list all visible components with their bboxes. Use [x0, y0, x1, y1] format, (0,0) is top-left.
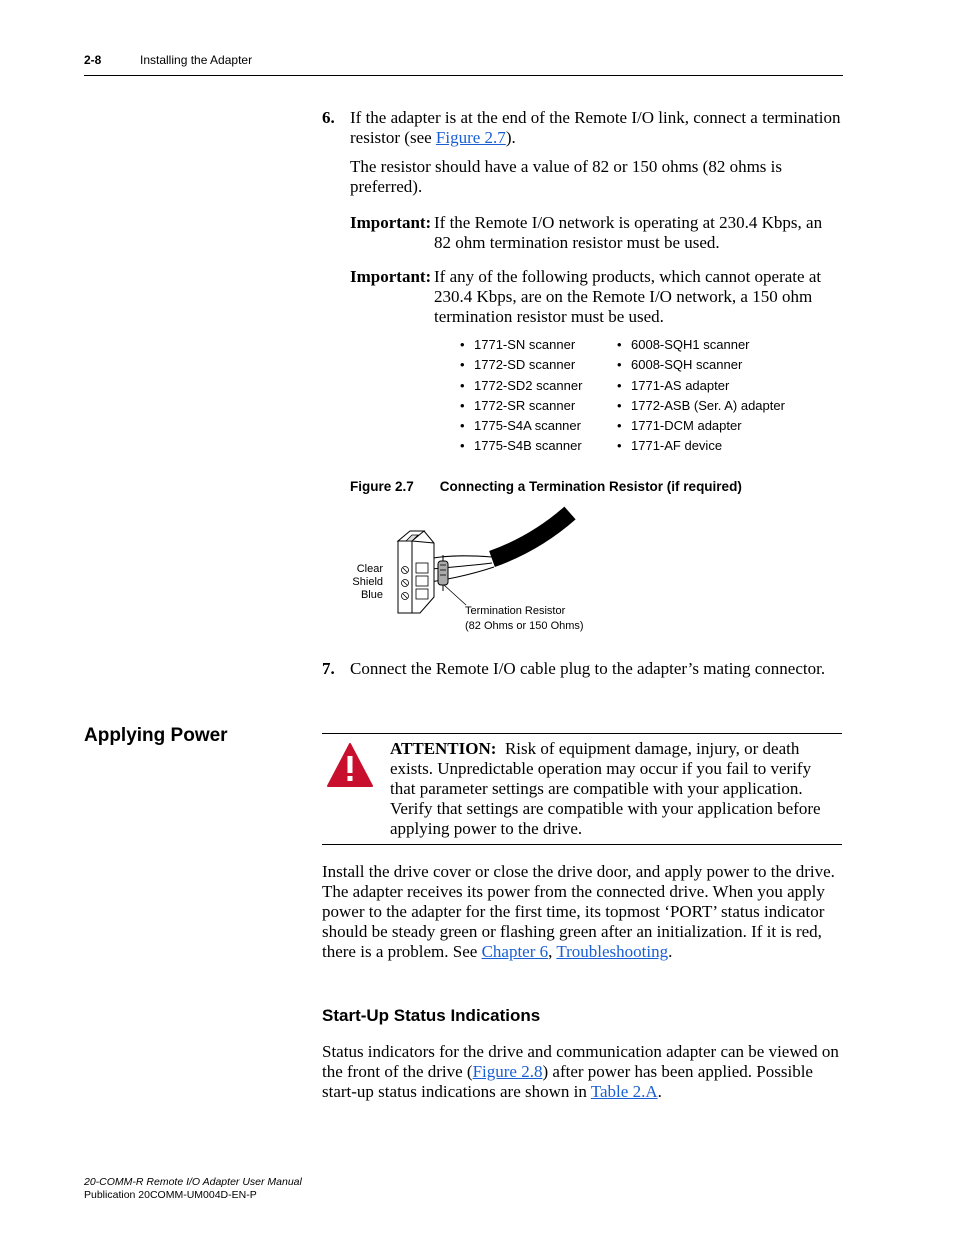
footer-publication: Publication 20COMM-UM004D-EN-P: [84, 1189, 257, 1201]
list-item: • 1771-DCM adapter: [617, 416, 785, 436]
figure-title: Connecting a Termination Resistor (if required): [439, 479, 742, 494]
chapter-6-link[interactable]: Chapter 6: [481, 942, 549, 961]
troubleshooting-link[interactable]: Troubleshooting: [556, 942, 669, 961]
product-list-right: [617, 335, 785, 457]
list-item: • 1775-S4B scanner: [460, 436, 582, 456]
termination-resistor: [438, 561, 448, 585]
wire-labels: [346, 563, 383, 602]
step-6: [322, 108, 842, 148]
important-label: Important:: [350, 213, 432, 232]
footer-manual-title: 20-COMM-R Remote I/O Adapter User Manual: [84, 1176, 302, 1188]
section-title-applying-power: Applying Power: [84, 725, 228, 746]
step-number: 7.: [322, 659, 335, 678]
product-list-left: [460, 335, 582, 457]
step-7: [322, 659, 842, 679]
subsection-title-startup: Start-Up Status Indications: [322, 1006, 541, 1025]
warning-triangle-icon: [326, 742, 374, 788]
label-blue: Blue: [360, 589, 383, 601]
list-item: • 1772-SD2 scanner: [460, 376, 582, 396]
running-header-title: Installing the Adapter: [140, 53, 253, 67]
figure-caption: [350, 479, 742, 494]
page-number: 2-8: [84, 53, 102, 67]
list-item: • 1772-SR scanner: [460, 396, 582, 416]
important-text: If any of the following products, which cannot operate at 230.4 Kbps, are on the Remote I/O network, a 150 ohm termination resistor must be used.: [434, 267, 822, 326]
list-item: • 1772-SD scanner: [460, 355, 582, 375]
attention-box: [390, 739, 838, 839]
startup-body: Status indicators for the drive and communication adapter can be viewed on the front of the drive (Figure 2.8) after power has been applied. Possible start-up status indications are shown in Table 2.A.: [322, 1042, 839, 1101]
step-7-text: Connect the Remote I/O cable plug to the adapter’s mating connector.: [350, 659, 826, 678]
applying-power-body: Install the drive cover or close the drive door, and apply power to the drive. The adapter receives its power from the connected drive. When you apply power to the adapter for the first time, its topmost ‘PORT’ status indicator should be steady green or flashing green after an initialization. If it is red, there is a problem. See Chapter 6, Troubleshooting.: [322, 862, 835, 961]
label-shield: Shield: [352, 576, 383, 588]
table-2-a-link[interactable]: Table 2.A: [590, 1082, 658, 1101]
figure-2-8-link[interactable]: Figure 2.8: [472, 1062, 543, 1081]
figure-number: Figure 2.7: [350, 479, 414, 494]
cable: [492, 513, 570, 559]
resistor-label: Termination Resistor (82 Ohms or 150 Ohms): [465, 605, 584, 632]
figure-2-7-link[interactable]: Figure 2.7: [435, 128, 506, 147]
attention-bottom-rule: [322, 844, 842, 845]
important-note-1: [350, 213, 842, 253]
list-item: • 1772-ASB (Ser. A) adapter: [617, 396, 785, 416]
list-item: • 1771-SN scanner: [460, 335, 582, 355]
list-item: • 1775-S4A scanner: [460, 416, 582, 436]
attention-top-rule: [322, 733, 842, 734]
important-note-2: [350, 267, 842, 327]
attention-label: ATTENTION:: [390, 739, 497, 758]
list-item: • 1771-AS adapter: [617, 376, 785, 396]
list-item: • 1771-AF device: [617, 436, 785, 456]
header-divider: [84, 75, 843, 76]
list-item: • 6008-SQH1 scanner: [617, 335, 785, 355]
step-6-text: If the adapter is at the end of the Remote I/O link, connect a termination resistor (see Figure 2.7).: [350, 108, 841, 147]
label-clear: Clear: [356, 563, 383, 575]
leader-line: [444, 585, 466, 605]
important-text: If the Remote I/O network is operating at 230.4 Kbps, an 82 ohm termination resistor must be used.: [434, 213, 823, 252]
important-label: Important:: [350, 267, 432, 286]
step-number: 6.: [322, 108, 335, 127]
list-item: • 6008-SQH scanner: [617, 355, 785, 375]
attention-text: Risk of equipment damage, injury, or death exists. Unpredictable operation may occur if you fail to verify that parameter settings are compatible with your application. Verify that settings are compatible with your application before applying power to the drive.: [390, 739, 821, 838]
resistor-note: The resistor should have a value of 82 or 150 ohms (82 ohms is preferred).: [350, 157, 783, 196]
